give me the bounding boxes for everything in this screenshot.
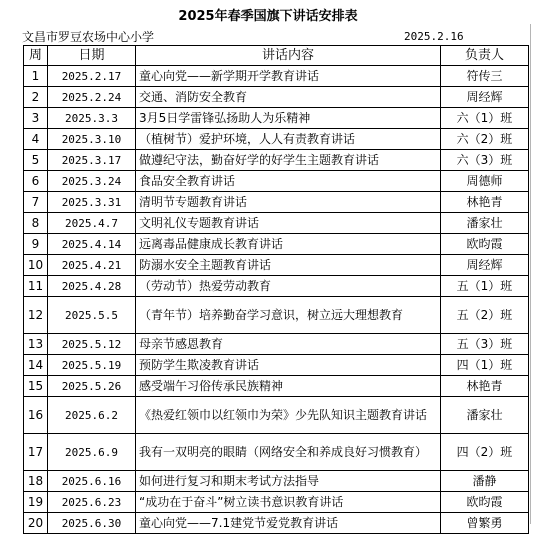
date-cell: 2025.4.14 xyxy=(48,234,136,255)
week-cell: 15 xyxy=(24,376,48,397)
week-cell: 1 xyxy=(24,66,48,87)
person-cell: 周经辉 xyxy=(441,87,529,108)
week-cell: 8 xyxy=(24,213,48,234)
week-cell: 12 xyxy=(24,297,48,334)
week-cell: 5 xyxy=(24,150,48,171)
page-edge-divider xyxy=(530,24,531,524)
date-cell: 2025.6.16 xyxy=(48,471,136,492)
week-cell: 20 xyxy=(24,513,48,534)
person-cell: 欧昀霞 xyxy=(441,234,529,255)
content-cell: 防溺水安全主题教育讲话 xyxy=(136,255,441,276)
document-date: 2025.2.16 xyxy=(404,30,464,43)
content-cell: 感受端午习俗传承民族精神 xyxy=(136,376,441,397)
person-cell: 周德师 xyxy=(441,171,529,192)
school-name: 文昌市罗豆农场中心小学 xyxy=(22,30,155,44)
table-row xyxy=(24,334,529,355)
content-cell: 童心向党——新学期开学教育讲话 xyxy=(136,66,441,87)
table-row xyxy=(24,471,529,492)
header-person: 负责人 xyxy=(441,46,529,66)
header-row xyxy=(24,46,529,66)
person-cell: 符传三 xyxy=(441,66,529,87)
table-row xyxy=(24,108,529,129)
schedule-table xyxy=(23,45,529,534)
week-cell: 2 xyxy=(24,87,48,108)
table-row xyxy=(24,66,529,87)
person-cell: 曾繁勇 xyxy=(441,513,529,534)
person-cell: 潘家壮 xyxy=(441,213,529,234)
table-row xyxy=(24,355,529,376)
content-cell: 母亲节感恩教育 xyxy=(136,334,441,355)
table-row xyxy=(24,376,529,397)
week-cell: 10 xyxy=(24,255,48,276)
date-cell: 2025.6.9 xyxy=(48,434,136,471)
table-row xyxy=(24,434,529,471)
week-cell: 4 xyxy=(24,129,48,150)
date-cell: 2025.3.31 xyxy=(48,192,136,213)
week-cell: 11 xyxy=(24,276,48,297)
week-cell: 14 xyxy=(24,355,48,376)
person-cell: 五（3）班 xyxy=(441,334,529,355)
content-cell: 如何进行复习和期末考试方法指导 xyxy=(136,471,441,492)
table-row xyxy=(24,234,529,255)
table-row xyxy=(24,297,529,334)
content-cell: 清明节专题教育讲话 xyxy=(136,192,441,213)
content-cell: （青年节）培养勤奋学习意识，树立远大理想教育 xyxy=(136,297,441,334)
table-row xyxy=(24,513,529,534)
header-content: 讲话内容 xyxy=(136,46,441,66)
table-row xyxy=(24,129,529,150)
content-cell: 文明礼仪专题教育讲话 xyxy=(136,213,441,234)
week-cell: 17 xyxy=(24,434,48,471)
meta-row xyxy=(22,29,522,45)
person-cell: 六（3）班 xyxy=(441,150,529,171)
date-cell: 2025.6.30 xyxy=(48,513,136,534)
content-cell: （劳动节）热爱劳动教育 xyxy=(136,276,441,297)
week-cell: 9 xyxy=(24,234,48,255)
week-cell: 6 xyxy=(24,171,48,192)
content-cell: 预防学生欺凌教育讲话 xyxy=(136,355,441,376)
week-cell: 19 xyxy=(24,492,48,513)
table-row xyxy=(24,213,529,234)
date-cell: 2025.4.21 xyxy=(48,255,136,276)
content-cell: 交通、消防安全教育 xyxy=(136,87,441,108)
date-cell: 2025.2.17 xyxy=(48,66,136,87)
week-cell: 7 xyxy=(24,192,48,213)
header-week: 周 xyxy=(24,46,48,66)
date-cell: 2025.6.23 xyxy=(48,492,136,513)
table-row xyxy=(24,255,529,276)
table-row xyxy=(24,171,529,192)
week-cell: 13 xyxy=(24,334,48,355)
table-row xyxy=(24,87,529,108)
date-cell: 2025.4.7 xyxy=(48,213,136,234)
date-cell: 2025.3.3 xyxy=(48,108,136,129)
date-cell: 2025.6.2 xyxy=(48,397,136,434)
content-cell: 3月5日学雷锋弘扬助人为乐精神 xyxy=(136,108,441,129)
person-cell: 五（1）班 xyxy=(441,276,529,297)
header-date: 日期 xyxy=(48,46,136,66)
table-row xyxy=(24,276,529,297)
date-cell: 2025.3.10 xyxy=(48,129,136,150)
table-row xyxy=(24,150,529,171)
person-cell: 周经辉 xyxy=(441,255,529,276)
week-cell: 3 xyxy=(24,108,48,129)
person-cell: 林艳青 xyxy=(441,376,529,397)
person-cell: 潘静 xyxy=(441,471,529,492)
person-cell: 六（1）班 xyxy=(441,108,529,129)
week-cell: 18 xyxy=(24,471,48,492)
date-cell: 2025.5.19 xyxy=(48,355,136,376)
person-cell: 四（2）班 xyxy=(441,434,529,471)
content-cell: 远离毒品健康成长教育讲话 xyxy=(136,234,441,255)
document-title: 2025年春季国旗下讲话安排表 xyxy=(178,9,358,24)
content-cell: （植树节）爱护环境，人人有责教育讲话 xyxy=(136,129,441,150)
person-cell: 五（2）班 xyxy=(441,297,529,334)
content-cell: “成功在于奋斗”树立读书意识教育讲话 xyxy=(136,492,441,513)
table-row xyxy=(24,397,529,434)
date-cell: 2025.3.24 xyxy=(48,171,136,192)
person-cell: 四（1）班 xyxy=(441,355,529,376)
content-cell: 童心向党——7.1建党节爱党教育讲话 xyxy=(136,513,441,534)
person-cell: 林艳青 xyxy=(441,192,529,213)
person-cell: 欧昀霞 xyxy=(441,492,529,513)
table-row xyxy=(24,492,529,513)
content-cell: 食品安全教育讲话 xyxy=(136,171,441,192)
date-cell: 2025.3.17 xyxy=(48,150,136,171)
date-cell: 2025.5.12 xyxy=(48,334,136,355)
table-row xyxy=(24,192,529,213)
date-cell: 2025.4.28 xyxy=(48,276,136,297)
content-cell: 《热爱红领巾以红领巾为荣》少先队知识主题教育讲话 xyxy=(136,397,441,434)
person-cell: 六（2）班 xyxy=(441,129,529,150)
date-cell: 2025.5.5 xyxy=(48,297,136,334)
date-cell: 2025.2.24 xyxy=(48,87,136,108)
week-cell: 16 xyxy=(24,397,48,434)
date-cell: 2025.5.26 xyxy=(48,376,136,397)
content-cell: 我有一双明亮的眼睛（网络安全和养成良好习惯教育） xyxy=(136,434,441,471)
content-cell: 做遵纪守法，勤奋好学的好学生主题教育讲话 xyxy=(136,150,441,171)
person-cell: 潘家壮 xyxy=(441,397,529,434)
